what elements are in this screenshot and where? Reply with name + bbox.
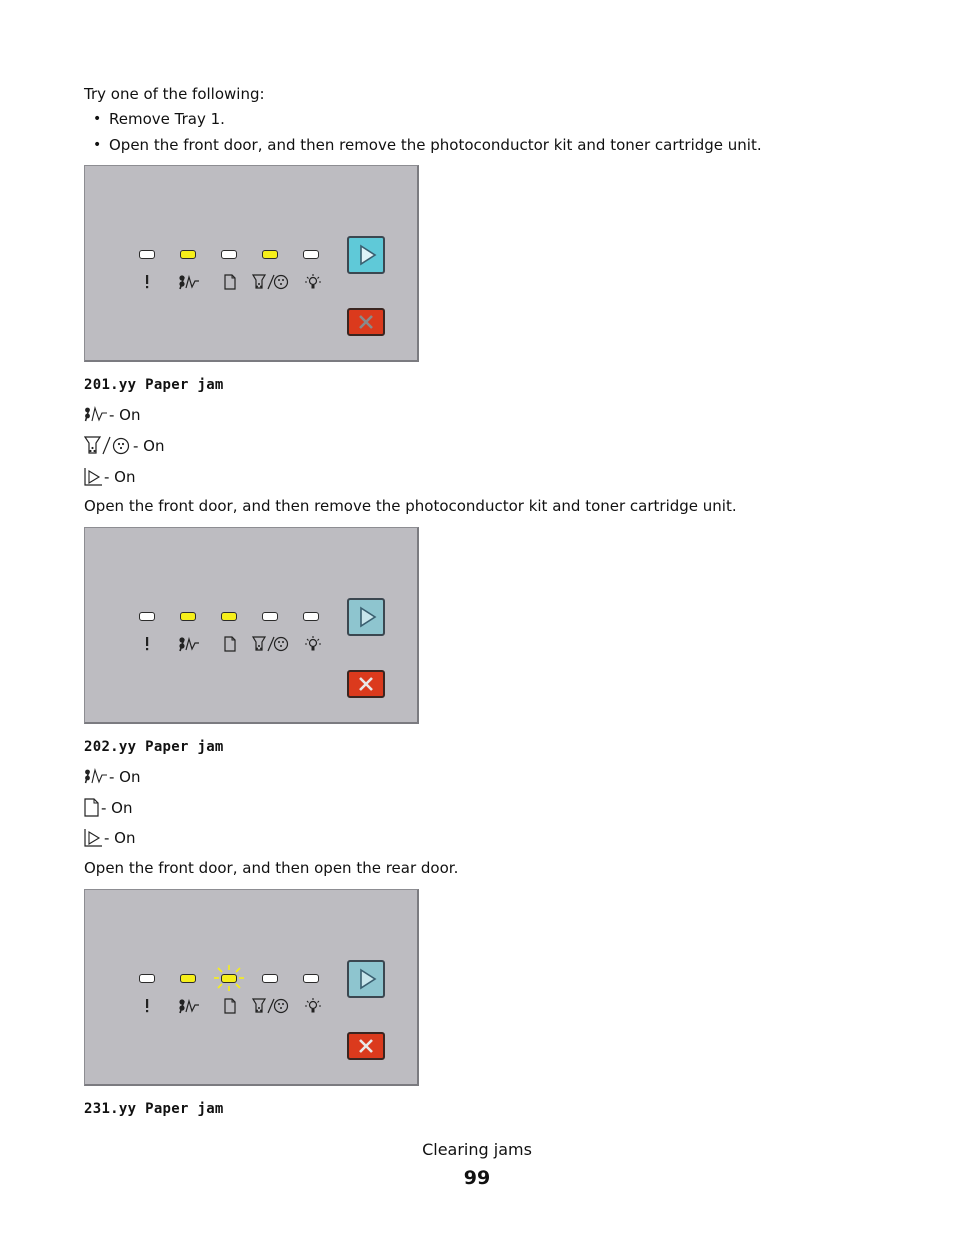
toner-light xyxy=(262,612,278,621)
footer-section-title: Clearing jams xyxy=(422,1140,532,1159)
toner-light xyxy=(262,250,278,259)
load-paper-icon xyxy=(224,636,236,652)
intro-text: Try one of the following: xyxy=(84,85,265,103)
go-icon xyxy=(84,828,104,848)
bullet-item: • Remove Tray 1. xyxy=(109,110,225,128)
error-code: 201.yy Paper jam xyxy=(84,377,224,393)
status-label: - On xyxy=(109,768,141,786)
status-label: - On xyxy=(133,437,165,455)
error-light xyxy=(139,974,155,983)
toner-light xyxy=(262,974,278,983)
printer-control-panel xyxy=(84,889,419,1086)
paper-jam-icon xyxy=(84,767,108,787)
paper-jam-light xyxy=(180,250,196,259)
bullet-item: • Open the front door, and then remove the photoconductor kit and toner cartridge unit. xyxy=(109,136,762,154)
printer-control-panel xyxy=(84,165,419,362)
paper-jam-light xyxy=(180,974,196,983)
toner-photoconductor-icon xyxy=(252,998,290,1014)
error-light xyxy=(139,250,155,259)
toner-photoconductor-icon xyxy=(84,436,132,456)
paper-jam-light xyxy=(180,612,196,621)
status-label: - On xyxy=(109,406,141,424)
load-paper-icon xyxy=(224,998,236,1014)
status-label: - On xyxy=(101,799,133,817)
paper-jam-icon xyxy=(178,274,200,290)
error-icon xyxy=(143,274,151,290)
ready-light xyxy=(303,612,319,621)
error-light xyxy=(139,612,155,621)
instruction-text: Open the front door, and then remove the photoconductor kit and toner cartridge unit. xyxy=(84,497,737,515)
ready-light xyxy=(303,250,319,259)
paper-jam-icon xyxy=(84,405,108,425)
toner-photoconductor-icon xyxy=(252,274,290,290)
load-paper-icon xyxy=(84,798,100,818)
paper-jam-icon xyxy=(178,998,200,1014)
error-code: 231.yy Paper jam xyxy=(84,1101,224,1117)
ready-light-icon xyxy=(305,998,321,1014)
cancel-button[interactable] xyxy=(347,670,385,698)
page-number: 99 xyxy=(463,1167,491,1189)
status-label: - On xyxy=(104,829,136,847)
error-icon xyxy=(143,636,151,652)
status-label: - On xyxy=(104,468,136,486)
error-code: 202.yy Paper jam xyxy=(84,739,224,755)
paper-jam-icon xyxy=(178,636,200,652)
go-icon xyxy=(84,467,104,487)
cancel-button[interactable] xyxy=(347,1032,385,1060)
instruction-text: Open the front door, and then open the rear door. xyxy=(84,859,459,877)
load-paper-light xyxy=(221,612,237,621)
go-button[interactable] xyxy=(347,598,385,636)
load-paper-light xyxy=(221,250,237,259)
load-paper-light xyxy=(221,974,237,983)
go-button[interactable] xyxy=(347,960,385,998)
go-button[interactable] xyxy=(347,236,385,274)
cancel-button[interactable] xyxy=(347,308,385,336)
ready-light-icon xyxy=(305,636,321,652)
ready-light-icon xyxy=(305,274,321,290)
load-paper-icon xyxy=(224,274,236,290)
printer-control-panel xyxy=(84,527,419,724)
ready-light xyxy=(303,974,319,983)
toner-photoconductor-icon xyxy=(252,636,290,652)
error-icon xyxy=(143,998,151,1014)
